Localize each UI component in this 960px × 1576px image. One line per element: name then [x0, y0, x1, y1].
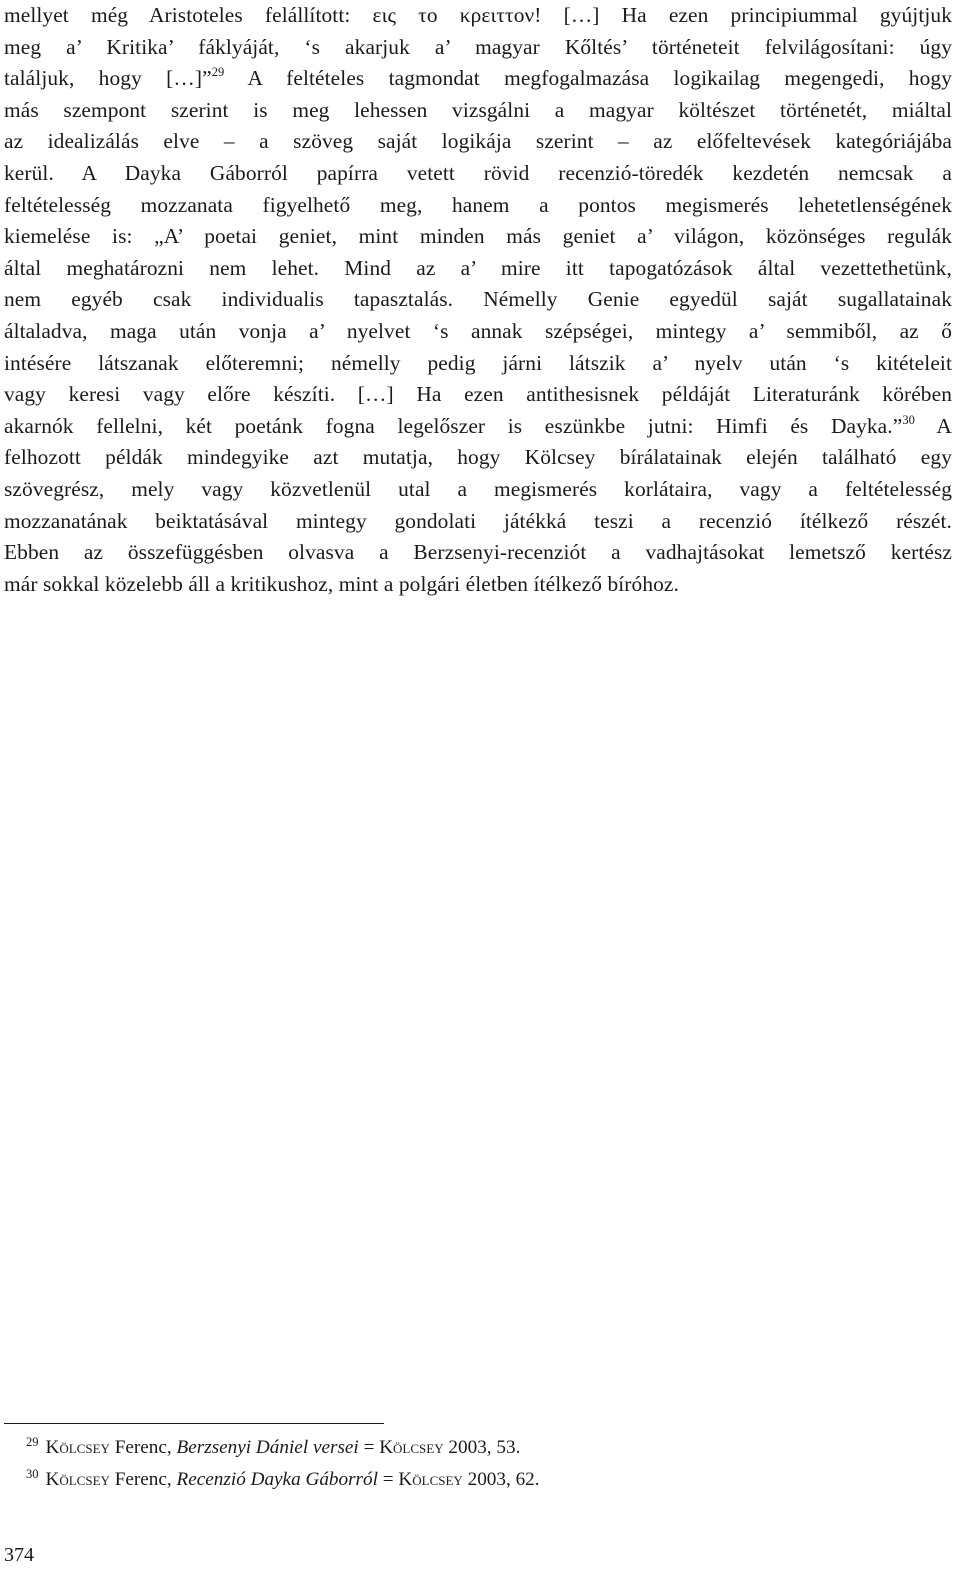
- text-line: feltételesség mozzanata figyelhető meg, hanem a pontos megismerés lehetetlenségének: [4, 192, 952, 217]
- text-segment: akarnók fellelni, két poetánk fogna legelőszer is eszünkbe jutni: Himfi és Dayka.”: [4, 413, 903, 438]
- text-line: az idealizálás elve – a szöveg saját logikája szerint – az előfeltevések kategóriájába: [4, 129, 952, 154]
- text-line: más szempont szerint is meg lehessen vizsgálni a magyar költészet történetét, miáltal: [4, 97, 952, 122]
- text-line: általadva, maga után vonja a’ nyelvet ‘s annak szépségei, mintegy a’ semmiből, az ő: [4, 318, 952, 343]
- text-segment: A feltételes tagmondat megfogalmazása logikailag megengedi, hogy: [224, 66, 952, 91]
- work-title: Recenzió Dayka Gáborról: [176, 1469, 378, 1490]
- footnote-ref-30[interactable]: 30: [902, 412, 916, 427]
- footnote-29: [26, 1432, 926, 1464]
- text-segment: Ferenc,: [109, 1437, 177, 1458]
- text-segment: =: [377, 1469, 399, 1490]
- footnotes: [26, 1432, 926, 1496]
- text-segment: 2003, 53.: [443, 1437, 521, 1458]
- page-number: 374: [4, 1544, 34, 1566]
- text-line: [4, 63, 952, 95]
- text-line: vagy keresi vagy előre készíti. […] Ha ezen antithesisnek példáját Literaturánk körében: [4, 382, 952, 407]
- footnote-separator: [4, 1423, 384, 1424]
- text-line: már sokkal közelebb áll a kritikushoz, mint a polgári életben ítélkező bíróhoz.: [4, 571, 679, 596]
- text-segment: találjuk, hogy […]”: [4, 66, 212, 91]
- text-line: felhozott példák mindegyike azt mutatja, hogy Kölcsey bírálatainak elején található egy: [4, 445, 952, 470]
- text-line: mellyet még Aristoteles felállított: εις το κρειττον! […] Ha ezen principiummal gyújtjuk: [4, 3, 952, 27]
- work-title: Berzsenyi Dániel versei: [176, 1437, 359, 1458]
- text-line: szövegrész, mely vagy közvetlenül utal a megismerés korlátaira, vagy a feltételesség: [4, 476, 952, 501]
- text-segment: 2003, 62.: [462, 1469, 540, 1490]
- source-author: Kölcsey: [398, 1469, 463, 1490]
- source-author: Kölcsey: [379, 1437, 444, 1458]
- text-segment: =: [358, 1437, 380, 1458]
- footnote-number: 29: [26, 1434, 39, 1449]
- text-line: meg a’ Kritika’ fáklyáját, ‘s akarjuk a’ magyar Kőltés’ történeteit felvilágosítani: úgy: [4, 34, 952, 59]
- text-line: kiemelése is: „A’ poetai geniet, mint minden más geniet a’ világon, közönséges regulák: [4, 224, 952, 249]
- text-line: intésére látszanak előteremni; némelly pedig járni látszik a’ nyelv után ‘s kitételeit: [4, 350, 952, 375]
- footnote-30: [26, 1464, 926, 1496]
- author-name: Kölcsey: [45, 1437, 110, 1458]
- footnote-number: 30: [26, 1466, 39, 1481]
- text-segment: A: [915, 413, 952, 438]
- footnote-ref-29[interactable]: 29: [211, 65, 225, 80]
- text-line: Ebben az összefüggésben olvasva a Berzsenyi-recenziót a vadhajtásokat lemetsző kertész: [4, 540, 952, 565]
- body-paragraph: [4, 0, 952, 600]
- text-line: [4, 411, 952, 443]
- author-name: Kölcsey: [45, 1469, 110, 1490]
- text-segment: Ferenc,: [109, 1469, 177, 1490]
- text-line: által meghatározni nem lehet. Mind az a’ mire itt tapogatózások által vezettethetünk,: [4, 255, 952, 280]
- text-line: mozzanatának beiktatásával mintegy gondolati játékká teszi a recenzió ítélkező részét.: [4, 508, 952, 533]
- text-line: nem egyéb csak individualis tapasztalás. Némelly Genie egyedül saját sugallatainak: [4, 287, 952, 312]
- text-line: kerül. A Dayka Gáborról papírra vetett rövid recenzió-töredék kezdetén nemcsak a: [4, 160, 952, 185]
